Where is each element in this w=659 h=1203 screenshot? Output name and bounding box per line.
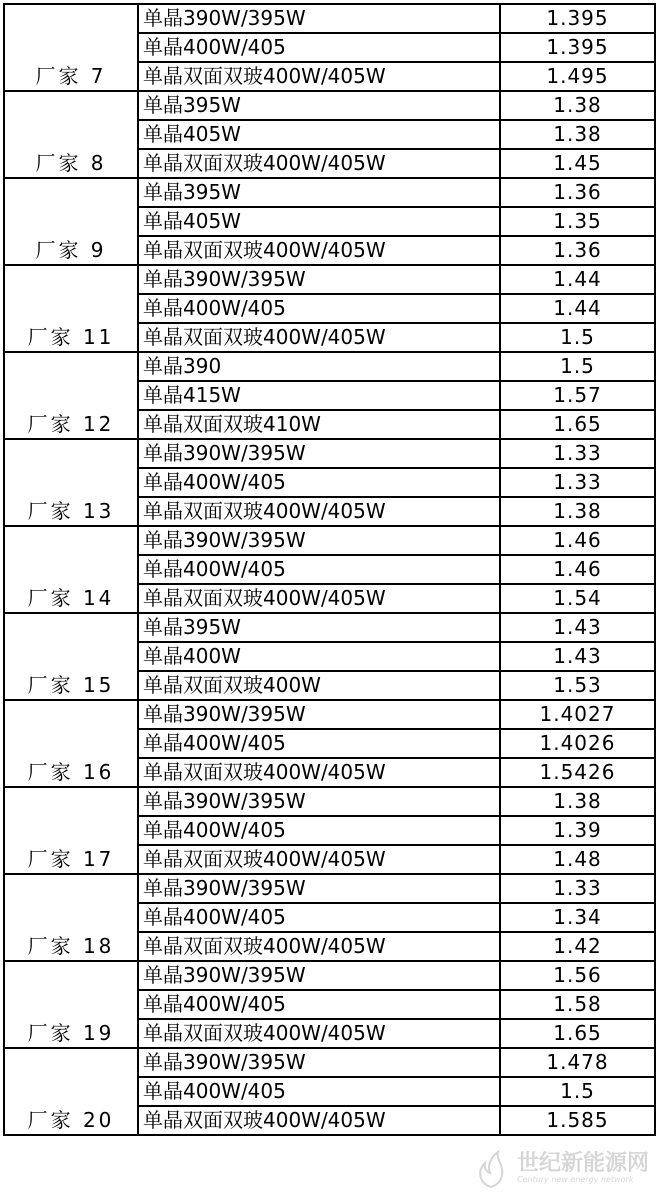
table-row [4,439,655,468]
price-cell: 1.395 [500,33,655,62]
product-cell: 单晶双面双玻400W/405W [138,497,500,526]
product-cell: 单晶390W/395W [138,961,500,990]
product-cell: 单晶400W/405 [138,903,500,932]
product-cell: 单晶400W/405 [138,33,500,62]
price-cell: 1.38 [500,787,655,816]
price-cell: 1.33 [500,439,655,468]
product-cell: 单晶390 [138,352,500,381]
watermark [471,1149,649,1189]
price-table-body [4,4,655,1135]
vendor-cell: 厂家 19 [4,961,138,1048]
table-row [4,1048,655,1077]
product-cell: 单晶390W/395W [138,1048,500,1077]
product-cell: 单晶390W/395W [138,265,500,294]
vendor-cell: 厂家 13 [4,439,138,526]
price-cell: 1.36 [500,236,655,265]
product-cell: 单晶395W [138,613,500,642]
product-cell: 单晶双面双玻400W/405W [138,323,500,352]
vendor-cell: 厂家 11 [4,265,138,352]
product-cell: 单晶400W/405 [138,294,500,323]
product-cell: 单晶400W/405 [138,555,500,584]
price-cell: 1.35 [500,207,655,236]
price-cell: 1.4026 [500,729,655,758]
product-cell: 单晶400W/405 [138,816,500,845]
product-cell: 单晶390W/395W [138,700,500,729]
price-cell: 1.395 [500,4,655,33]
price-cell: 1.38 [500,497,655,526]
price-cell: 1.56 [500,961,655,990]
price-cell: 1.43 [500,642,655,671]
vendor-cell: 厂家 7 [4,4,138,91]
vendor-cell: 厂家 16 [4,700,138,787]
product-cell: 单晶双面双玻400W/405W [138,149,500,178]
product-cell: 单晶双面双玻400W [138,671,500,700]
table-row [4,265,655,294]
price-cell: 1.585 [500,1106,655,1135]
product-cell: 单晶400W/405 [138,1077,500,1106]
price-cell: 1.5 [500,323,655,352]
price-cell: 1.46 [500,555,655,584]
price-cell: 1.54 [500,584,655,613]
product-cell: 单晶390W/395W [138,4,500,33]
vendor-cell: 厂家 18 [4,874,138,961]
price-cell: 1.44 [500,294,655,323]
product-cell: 单晶390W/395W [138,439,500,468]
price-cell: 1.65 [500,1019,655,1048]
watermark-name: 世纪新能源网 [516,1151,649,1176]
vendor-cell: 厂家 9 [4,178,138,265]
price-cell: 1.33 [500,874,655,903]
price-cell: 1.48 [500,845,655,874]
price-cell: 1.39 [500,816,655,845]
price-cell: 1.478 [500,1048,655,1077]
table-row [4,4,655,33]
price-cell: 1.5426 [500,758,655,787]
product-cell: 单晶双面双玻400W/405W [138,62,500,91]
price-cell: 1.45 [500,149,655,178]
product-cell: 单晶400W [138,642,500,671]
product-cell: 单晶400W/405 [138,468,500,497]
price-cell: 1.42 [500,932,655,961]
price-cell: 1.58 [500,990,655,1019]
price-cell: 1.46 [500,526,655,555]
product-cell: 单晶395W [138,178,500,207]
product-cell: 单晶400W/405 [138,729,500,758]
vendor-cell: 厂家 17 [4,787,138,874]
watermark-text [517,1153,649,1185]
price-cell: 1.4027 [500,700,655,729]
vendor-cell: 厂家 20 [4,1048,138,1135]
table-row [4,613,655,642]
product-cell: 单晶双面双玻400W/405W [138,1019,500,1048]
product-cell: 单晶415W [138,381,500,410]
price-cell: 1.495 [500,62,655,91]
price-cell: 1.65 [500,410,655,439]
table-row [4,787,655,816]
vendor-cell: 厂家 12 [4,352,138,439]
table-row [4,526,655,555]
product-cell: 单晶390W/395W [138,526,500,555]
product-cell: 单晶双面双玻410W [138,410,500,439]
price-cell: 1.38 [500,120,655,149]
table-row [4,961,655,990]
product-cell: 单晶390W/395W [138,874,500,903]
vendor-cell: 厂家 15 [4,613,138,700]
table-row [4,874,655,903]
price-cell: 1.57 [500,381,655,410]
product-cell: 单晶双面双玻400W/405W [138,584,500,613]
product-cell: 单晶双面双玻400W/405W [138,932,500,961]
product-cell: 单晶390W/395W [138,787,500,816]
price-cell: 1.34 [500,903,655,932]
price-cell: 1.53 [500,671,655,700]
price-cell: 1.44 [500,265,655,294]
flame-logo-icon [471,1149,511,1189]
price-cell: 1.38 [500,91,655,120]
vendor-cell: 厂家 14 [4,526,138,613]
price-cell: 1.36 [500,178,655,207]
price-cell: 1.43 [500,613,655,642]
vendor-cell: 厂家 8 [4,91,138,178]
product-cell: 单晶双面双玻400W/405W [138,1106,500,1135]
table-row [4,352,655,381]
watermark-english: Century new energy network [516,1175,634,1184]
price-cell: 1.33 [500,468,655,497]
price-cell: 1.5 [500,352,655,381]
product-cell: 单晶双面双玻400W/405W [138,845,500,874]
price-cell: 1.5 [500,1077,655,1106]
table-row [4,178,655,207]
product-cell: 单晶395W [138,91,500,120]
product-cell: 单晶405W [138,120,500,149]
product-cell: 单晶双面双玻400W/405W [138,236,500,265]
product-cell: 单晶双面双玻400W/405W [138,758,500,787]
table-row [4,91,655,120]
price-table [3,3,656,1136]
table-row [4,700,655,729]
product-cell: 单晶400W/405 [138,990,500,1019]
product-cell: 单晶405W [138,207,500,236]
